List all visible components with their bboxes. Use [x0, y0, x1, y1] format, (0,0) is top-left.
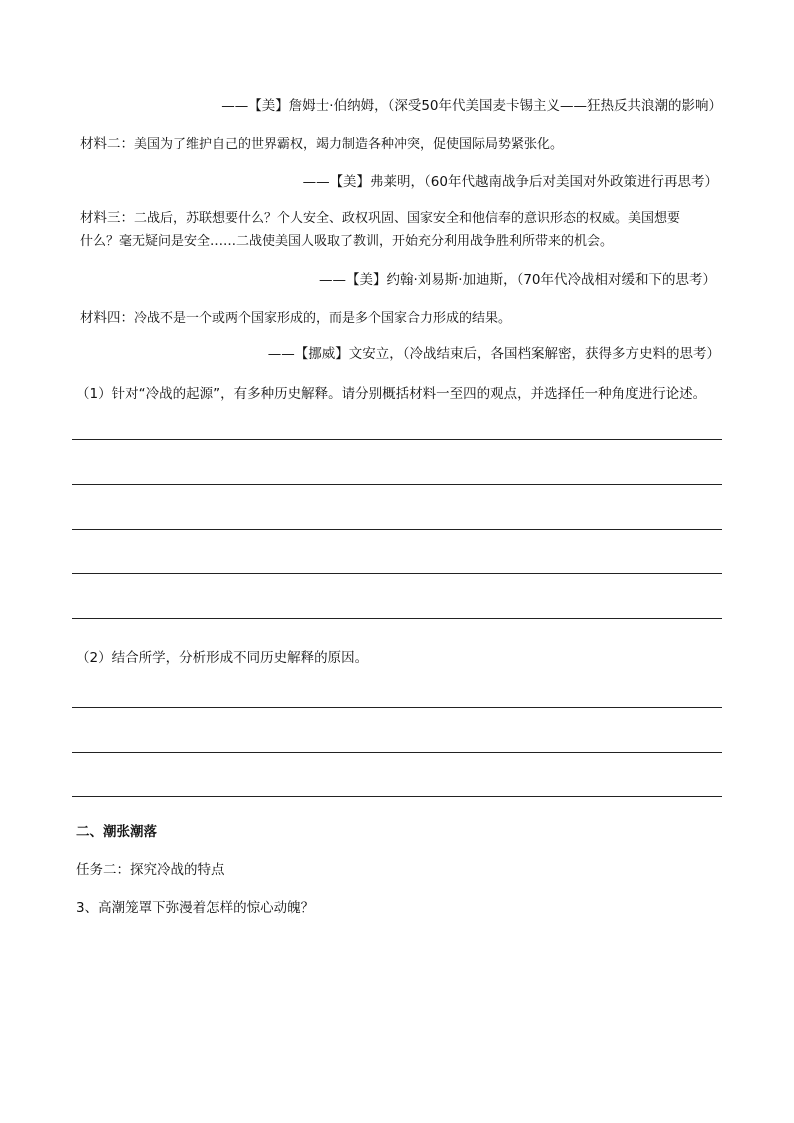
answer-line-q1-3[interactable] [72, 529, 722, 530]
material-4 [80, 308, 511, 329]
question-1: （1）针对“冷战的起源”，有多种历史解释。请分别概括材料一至四的观点，并选择任一种角度进行论述。 [76, 386, 707, 402]
answer-line-q1-5[interactable] [72, 618, 722, 619]
material-3 [80, 208, 680, 229]
answer-line-q1-2[interactable] [72, 484, 722, 485]
material-3-text-1: 二战后，苏联想要什么？个人安全、政权巩固、国家安全和他信奉的意识形态的权威。美国想要 [134, 211, 681, 226]
attribution-material-4: ——【挪威】文安立，（冷战结束后，各国档案解密，获得多方史料的思考） [267, 346, 720, 362]
answer-line-q1-1[interactable] [72, 439, 722, 440]
attribution-material-1: ——【美】詹姆士·伯纳姆，（深受50年代美国麦卡锡主义——狂热反共浪潮的影响） [221, 98, 722, 114]
material-4-text: 冷战不是一个或两个国家形成的，而是多个国家合力形成的结果。 [134, 311, 512, 326]
material-2-label: 材料二： [80, 136, 134, 152]
question-2: （2）结合所学，分析形成不同历史解释的原因。 [76, 650, 369, 666]
material-2-text: 美国为了维护自己的世界霸权，竭力制造各种冲突，促使国际局势紧张化。 [134, 137, 564, 152]
material-4-label: 材料四： [80, 310, 134, 326]
attribution-material-3: ——【美】约翰·刘易斯·加迪斯，（70年代冷战相对缓和下的思考） [318, 272, 716, 288]
material-2 [80, 134, 563, 155]
material-3-text-2: 什么？毫无疑问是安全……二战使美国人吸取了教训，开始充分利用战争胜利所带来的机会。 [80, 234, 614, 249]
item-3-question: 3、高潮笼罩下弥漫着怎样的惊心动魄？ [76, 900, 315, 916]
material-3-label: 材料三： [80, 210, 134, 226]
attribution-material-2: ——【美】弗莱明，（60年代越南战争后对美国对外政策进行再思考） [302, 174, 718, 190]
answer-line-q1-4[interactable] [72, 573, 722, 574]
answer-line-q2-2[interactable] [72, 752, 722, 753]
section-heading: 二、潮张潮落 [76, 824, 157, 840]
answer-line-q2-1[interactable] [72, 707, 722, 708]
task-title: 任务二：探究冷战的特点 [76, 862, 225, 878]
answer-line-q2-3[interactable] [72, 796, 722, 797]
